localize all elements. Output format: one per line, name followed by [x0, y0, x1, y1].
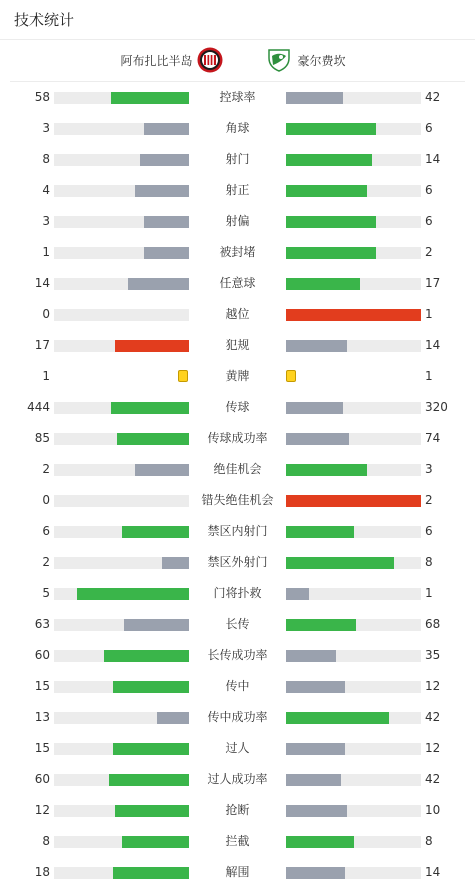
away-stat-bar-fill — [286, 433, 349, 445]
away-stat-bar-fill — [286, 309, 421, 321]
home-stat-value: 0 — [42, 493, 50, 507]
home-stat-value: 5 — [42, 586, 50, 600]
stat-row — [0, 361, 475, 392]
stat-row — [0, 578, 475, 609]
home-team-name: 阿布扎比半岛 — [120, 53, 193, 68]
away-stat-bar-fill — [286, 154, 372, 166]
home-stat-bar — [54, 588, 189, 600]
home-yellow-card-icon — [178, 370, 188, 382]
home-stat-bar-fill — [122, 526, 190, 538]
stats-list — [0, 82, 475, 888]
away-stat-value: 17 — [425, 276, 441, 290]
stat-label: 抢断 — [225, 803, 250, 817]
home-stat-value: 2 — [42, 462, 50, 476]
stat-label: 被封堵 — [219, 245, 256, 259]
home-stat-value: 8 — [42, 834, 50, 848]
home-stat-bar-fill — [115, 805, 189, 817]
stat-label: 越位 — [225, 307, 250, 321]
home-stat-value: 3 — [42, 214, 50, 228]
home-stat-bar-fill — [128, 278, 189, 290]
away-stat-bar-fill — [286, 557, 394, 569]
home-stat-bar — [54, 278, 189, 290]
away-stat-bar-fill — [286, 92, 343, 104]
stat-row — [0, 640, 475, 671]
home-stat-bar — [54, 92, 189, 104]
home-stat-bar — [54, 526, 189, 538]
home-stat-bar-fill — [124, 619, 189, 631]
away-stat-value: 2 — [425, 245, 433, 259]
away-stat-bar — [286, 774, 421, 786]
home-team-logo-icon — [197, 47, 223, 73]
home-stat-bar-fill — [157, 712, 189, 724]
away-stat-bar-fill — [286, 774, 341, 786]
away-stat-bar-fill — [286, 402, 343, 414]
away-stat-bar — [286, 650, 421, 662]
away-stat-bar — [286, 247, 421, 259]
home-stat-value: 63 — [34, 617, 50, 631]
away-stat-value: 6 — [425, 121, 433, 135]
stat-label: 控球率 — [219, 90, 256, 104]
away-team-name: 豪尔费坎 — [297, 53, 346, 68]
away-stat-bar — [286, 836, 421, 848]
away-stat-bar-fill — [286, 278, 360, 290]
home-stat-bar-fill — [135, 464, 189, 476]
home-stat-value: 1 — [42, 245, 50, 259]
away-stat-bar — [286, 712, 421, 724]
away-stat-bar — [286, 92, 421, 104]
stat-row — [0, 454, 475, 485]
home-stat-value: 3 — [42, 121, 50, 135]
home-team[interactable] — [120, 47, 222, 73]
stat-label: 射门 — [225, 152, 250, 166]
home-stat-bar-fill — [113, 867, 189, 879]
stat-label: 犯规 — [225, 338, 250, 352]
away-stat-value: 42 — [425, 90, 441, 104]
home-stat-value: 4 — [42, 183, 50, 197]
home-stat-bar — [54, 247, 189, 259]
home-stat-bar — [54, 712, 189, 724]
home-stat-bar-fill — [115, 340, 189, 352]
home-stat-value: 12 — [34, 803, 50, 817]
home-stat-bar — [54, 619, 189, 631]
away-stat-bar-fill — [286, 526, 354, 538]
away-stat-bar-fill — [286, 712, 389, 724]
away-stat-bar — [286, 495, 421, 507]
section-header — [0, 0, 475, 40]
stat-label: 射偏 — [225, 214, 250, 228]
away-stat-value: 42 — [425, 710, 441, 724]
away-stat-value: 8 — [425, 555, 433, 569]
home-stat-value: 8 — [42, 152, 50, 166]
home-stat-bar — [54, 185, 189, 197]
home-stat-bar-fill — [111, 92, 189, 104]
away-stat-bar-fill — [286, 588, 309, 600]
section-title: 技术统计 — [14, 11, 75, 29]
away-stat-value: 6 — [425, 183, 433, 197]
stat-row — [0, 113, 475, 144]
home-stat-value: 60 — [34, 772, 50, 786]
home-stat-value: 0 — [42, 307, 50, 321]
away-stat-value: 320 — [425, 400, 448, 414]
home-stat-value: 60 — [34, 648, 50, 662]
away-stat-bar — [286, 402, 421, 414]
home-stat-bar-fill — [113, 681, 189, 693]
away-stat-value: 42 — [425, 772, 441, 786]
home-stat-bar — [54, 123, 189, 135]
stat-label: 过人成功率 — [207, 772, 268, 786]
stat-label: 角球 — [225, 121, 250, 135]
home-stat-value: 6 — [42, 524, 50, 538]
home-stat-value: 15 — [34, 741, 50, 755]
home-stat-bar — [54, 402, 189, 414]
away-stat-value: 3 — [425, 462, 433, 476]
stat-label: 长传成功率 — [207, 648, 268, 662]
home-stat-value: 15 — [34, 679, 50, 693]
stat-row — [0, 82, 475, 113]
home-stat-bar-fill — [144, 247, 189, 259]
stat-label: 长传 — [225, 617, 250, 631]
away-stat-bar-fill — [286, 216, 376, 228]
away-stat-bar — [286, 681, 421, 693]
stat-label: 传中成功率 — [207, 710, 268, 724]
away-stat-value: 14 — [425, 865, 441, 879]
away-stat-value: 1 — [425, 307, 433, 321]
home-stat-bar-fill — [117, 433, 189, 445]
stat-row — [0, 206, 475, 237]
away-stat-bar-fill — [286, 743, 345, 755]
home-stat-bar-fill — [140, 154, 189, 166]
stat-row — [0, 795, 475, 826]
away-stat-value: 2 — [425, 493, 433, 507]
home-stat-bar — [54, 557, 189, 569]
stat-row — [0, 609, 475, 640]
away-stat-bar-fill — [286, 650, 336, 662]
away-stat-bar-fill — [286, 867, 345, 879]
home-stat-bar — [54, 805, 189, 817]
stat-label: 黄牌 — [225, 369, 250, 383]
away-stat-bar — [286, 278, 421, 290]
away-stat-bar-fill — [286, 681, 345, 693]
stat-label: 拦截 — [225, 834, 250, 848]
away-stat-value: 12 — [425, 741, 441, 755]
away-stat-bar — [286, 557, 421, 569]
home-stat-bar — [54, 433, 189, 445]
away-stat-bar — [286, 805, 421, 817]
teams-bar — [10, 40, 465, 82]
away-stat-bar — [286, 743, 421, 755]
home-stat-bar — [54, 216, 189, 228]
away-stat-bar-fill — [286, 836, 354, 848]
stat-row — [0, 330, 475, 361]
away-stat-value: 74 — [425, 431, 441, 445]
stat-label: 传球成功率 — [207, 431, 268, 445]
away-stat-bar-fill — [286, 619, 356, 631]
home-stat-bar — [54, 867, 189, 879]
stat-row — [0, 237, 475, 268]
away-stat-bar — [286, 185, 421, 197]
stat-row — [0, 423, 475, 454]
stat-label: 过人 — [225, 741, 250, 755]
stat-row — [0, 175, 475, 206]
stat-row — [0, 268, 475, 299]
stat-row — [0, 733, 475, 764]
home-stat-bar — [54, 154, 189, 166]
away-stat-bar-fill — [286, 123, 376, 135]
home-stat-bar-fill — [162, 557, 189, 569]
home-stat-bar-fill — [135, 185, 189, 197]
home-stat-bar — [54, 650, 189, 662]
home-stat-bar-fill — [77, 588, 189, 600]
stat-row — [0, 671, 475, 702]
stat-row — [0, 826, 475, 857]
stat-label: 解围 — [225, 865, 250, 879]
away-stat-bar — [286, 123, 421, 135]
stat-label: 禁区内射门 — [207, 524, 268, 538]
away-stat-value: 35 — [425, 648, 441, 662]
away-stat-bar — [286, 464, 421, 476]
home-stat-value: 1 — [42, 369, 50, 383]
stat-label: 任意球 — [219, 276, 256, 290]
stat-label: 禁区外射门 — [207, 555, 268, 569]
home-stat-bar-fill — [109, 774, 189, 786]
away-team[interactable] — [266, 47, 346, 73]
away-stat-value: 1 — [425, 586, 433, 600]
home-stat-bar-fill — [111, 402, 189, 414]
away-stat-bar-fill — [286, 185, 367, 197]
home-stat-bar — [54, 340, 189, 352]
stat-label: 错失绝佳机会 — [201, 493, 274, 507]
home-stat-bar — [54, 743, 189, 755]
away-stat-value: 1 — [425, 369, 433, 383]
away-stat-bar-fill — [286, 340, 347, 352]
home-stat-value: 18 — [34, 865, 50, 879]
stat-label: 门将扑救 — [213, 586, 262, 600]
away-stat-value: 12 — [425, 679, 441, 693]
away-stat-bar-fill — [286, 464, 367, 476]
home-stat-value: 85 — [34, 431, 50, 445]
stat-row — [0, 144, 475, 175]
stat-row — [0, 547, 475, 578]
away-yellow-card-icon — [286, 370, 296, 382]
away-stat-bar — [286, 340, 421, 352]
home-stat-bar-fill — [104, 650, 189, 662]
away-stat-bar — [286, 433, 421, 445]
away-stat-bar — [286, 309, 421, 321]
stat-label: 传球 — [225, 400, 250, 414]
away-stat-bar-fill — [286, 805, 347, 817]
away-team-logo-icon — [266, 47, 292, 73]
home-stat-bar-fill — [113, 743, 189, 755]
home-stat-bar — [54, 836, 189, 848]
stat-row — [0, 485, 475, 516]
stat-row — [0, 857, 475, 888]
away-stat-value: 6 — [425, 524, 433, 538]
away-stat-bar-fill — [286, 247, 376, 259]
home-stat-value: 2 — [42, 555, 50, 569]
stat-label: 传中 — [225, 679, 250, 693]
home-stat-bar-fill — [144, 123, 189, 135]
away-stat-value: 68 — [425, 617, 441, 631]
stat-row — [0, 299, 475, 330]
away-stat-bar — [286, 526, 421, 538]
home-stat-bar — [54, 464, 189, 476]
home-stat-bar — [54, 309, 189, 321]
home-stat-bar-fill — [122, 836, 190, 848]
away-stat-bar — [286, 216, 421, 228]
away-stat-bar — [286, 619, 421, 631]
stat-row — [0, 392, 475, 423]
away-stat-value: 8 — [425, 834, 433, 848]
away-stat-bar-fill — [286, 495, 421, 507]
stat-label: 射正 — [225, 183, 250, 197]
away-stat-bar — [286, 588, 421, 600]
home-stat-bar — [54, 681, 189, 693]
home-stat-value: 444 — [27, 400, 50, 414]
stat-label: 绝佳机会 — [213, 462, 262, 476]
stat-row — [0, 764, 475, 795]
away-stat-value: 10 — [425, 803, 441, 817]
away-stat-value: 6 — [425, 214, 433, 228]
away-stat-bar — [286, 867, 421, 879]
home-stat-value: 13 — [34, 710, 50, 724]
stat-row — [0, 516, 475, 547]
home-stat-value: 17 — [34, 338, 50, 352]
away-stat-value: 14 — [425, 338, 441, 352]
stat-row — [0, 702, 475, 733]
home-stat-value: 14 — [34, 276, 50, 290]
away-stat-bar — [286, 154, 421, 166]
home-stat-bar — [54, 774, 189, 786]
home-stat-bar — [54, 495, 189, 507]
away-stat-value: 14 — [425, 152, 441, 166]
home-stat-value: 58 — [34, 90, 50, 104]
home-stat-bar-fill — [144, 216, 189, 228]
